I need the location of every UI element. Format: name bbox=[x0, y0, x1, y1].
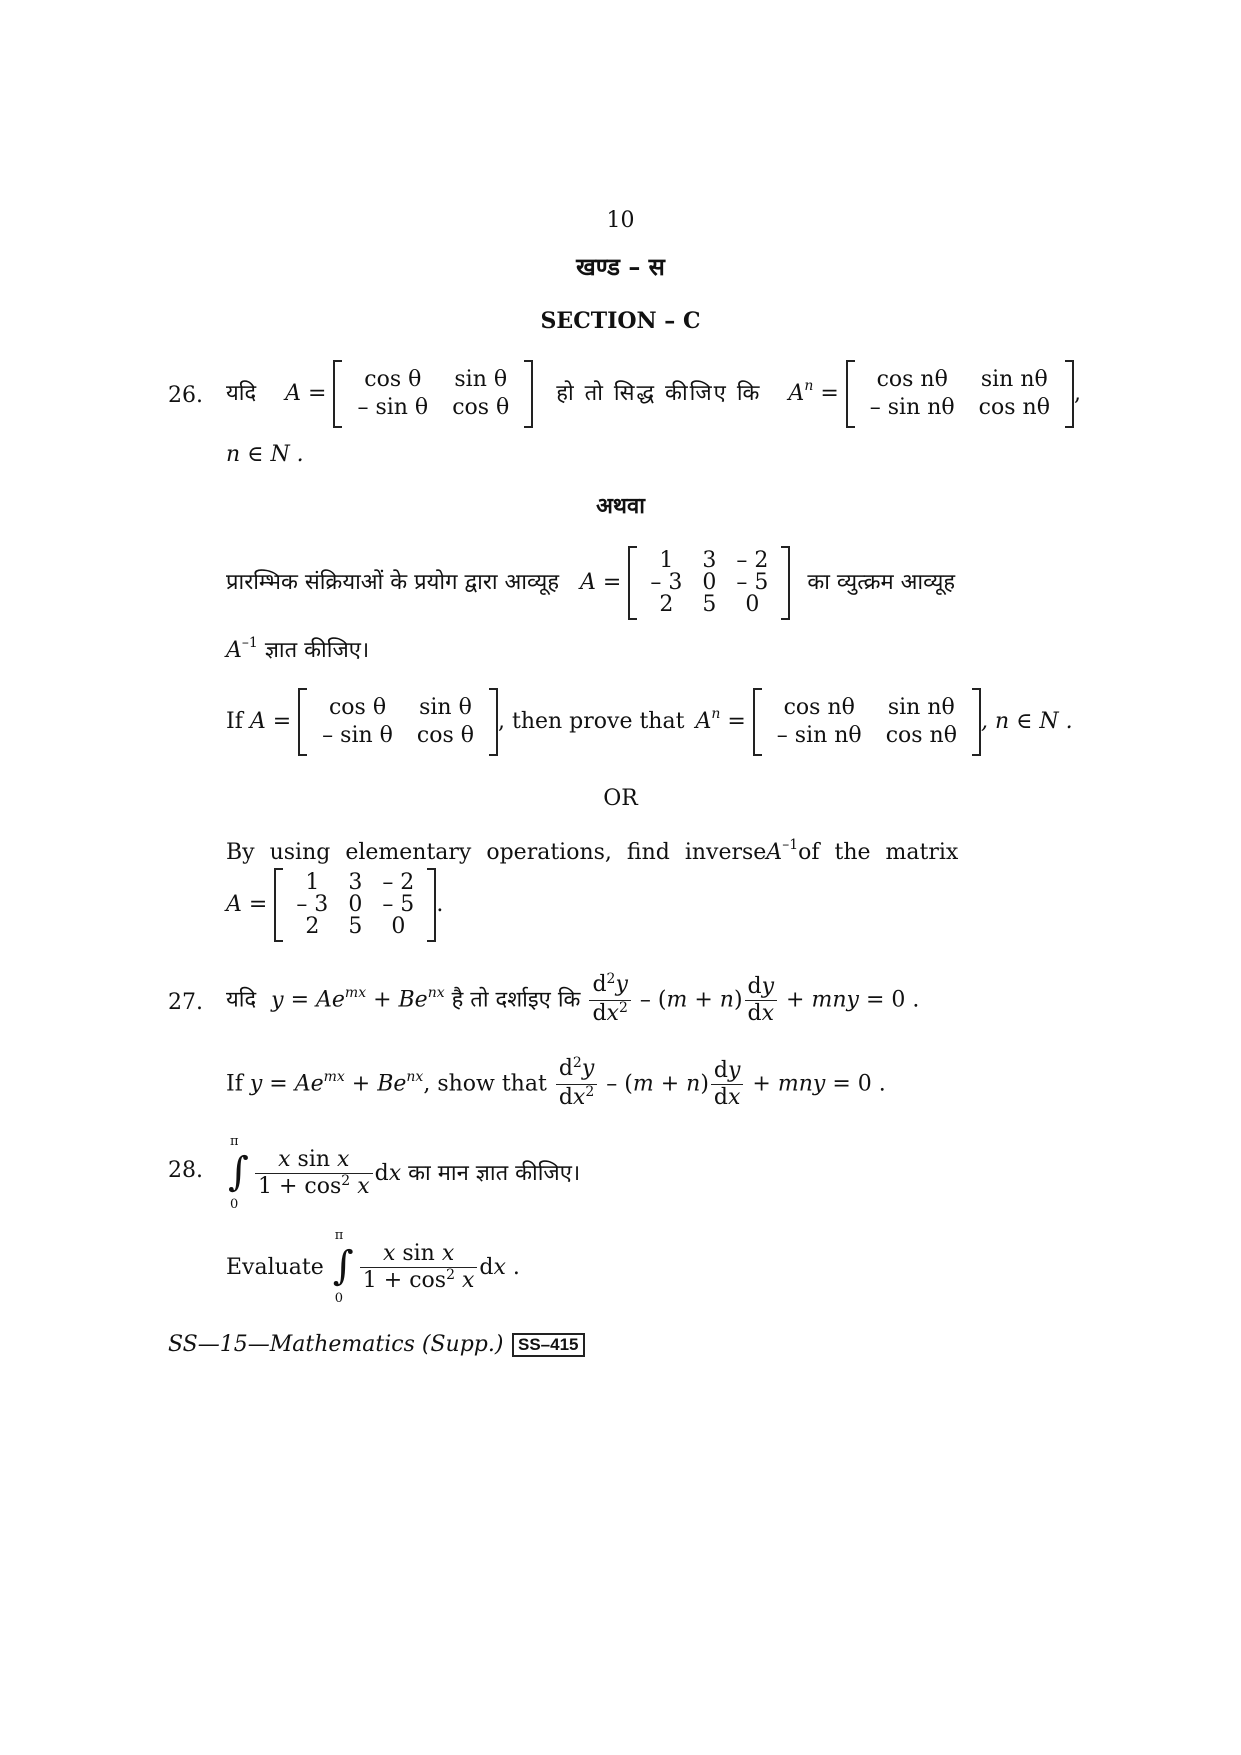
matrix-cell: cos nθ bbox=[885, 723, 957, 748]
matrix-cell: 3 bbox=[348, 870, 363, 895]
matrix-A-english bbox=[298, 688, 498, 756]
q26-hi-if: यदि bbox=[226, 381, 257, 406]
matrix-3x3-english bbox=[274, 868, 436, 942]
matrix-cell: cos nθ bbox=[783, 695, 855, 720]
matrix-cell: sin θ bbox=[454, 367, 508, 392]
matrix-cell: – 5 bbox=[736, 570, 769, 595]
matrix-cell: 2 bbox=[305, 914, 320, 939]
question-number-26: 26. bbox=[168, 383, 203, 408]
matrix-cell: – 3 bbox=[296, 892, 329, 917]
q27-en-mid: , show that bbox=[423, 1071, 547, 1097]
q26-en-tail: , n ∈ N . bbox=[980, 709, 1073, 734]
q26-hindi-statement: यदि A = cos θ sin θ – sin θ cos θ हो तो सिद्ध कीजिए कि $A^n$ = cos nθ sin nθ – sin nθ cos nθ , bbox=[226, 360, 1081, 428]
matrix-cell: cos nθ bbox=[876, 367, 948, 392]
q26-en-mid: , then prove that bbox=[498, 709, 685, 734]
matrix-cell: – 2 bbox=[382, 870, 415, 895]
matrix-cell: cos θ bbox=[452, 395, 510, 420]
integral-sign: π ∫ 0 bbox=[228, 1134, 249, 1212]
q26-hi-tail: n ∈ N . bbox=[226, 442, 304, 467]
q26-english-alternative: By using elementary operations, find inverse $A^{-1}$ of the matrix bbox=[226, 837, 959, 865]
q28-hi-tail: का मान ज्ञात कीजिए। bbox=[408, 1161, 581, 1186]
page-number: 10 bbox=[606, 208, 635, 233]
matrix-cell: cos θ bbox=[416, 723, 474, 748]
matrix-cell: cos θ bbox=[364, 367, 422, 392]
or-hindi: अथवा bbox=[596, 493, 645, 519]
matrix-cell: 1 bbox=[305, 870, 320, 895]
q28-english-statement: Evaluate π ∫ 0 $\frac{\text{x sin x}}{1 + \cos^2 x}$ dx . bbox=[226, 1228, 520, 1306]
q26-english-statement: If A = cos θ sin θ – sin θ cos θ , then prove that $A^n$ = cos nθ sin nθ – sin nθ cos nθ , n ∈ N . bbox=[226, 688, 1073, 756]
matrix-cell: 1 bbox=[659, 548, 674, 573]
matrix-cell: – 5 bbox=[382, 892, 415, 917]
q27-hindi-statement: यदि $y = Ae^{mx} + Be^{nx}$ है तो दर्शाइए कि $\frac{d^2y}{dx^2}$ – (m + n) $\frac{dy}{dx}$ + mny = 0 . bbox=[226, 971, 920, 1026]
q27-hi-if: यदि bbox=[226, 987, 257, 1013]
matrix-cell: 5 bbox=[702, 592, 717, 617]
section-title-hindi: खण्ड – स bbox=[576, 252, 665, 281]
matrix-An-english bbox=[753, 688, 981, 756]
footer-badge: SS–415 bbox=[512, 1333, 585, 1357]
matrix-cell: – 2 bbox=[736, 548, 769, 573]
matrix-cell: – sin θ bbox=[357, 395, 429, 420]
integral-sign: π ∫ 0 bbox=[332, 1228, 354, 1306]
q26-hi-alt-tail: ज्ञात कीजिए। bbox=[264, 638, 370, 663]
q27-english-statement: If $y = Ae^{mx} + Be^{nx}$, show that $\frac{d^2y}{dx^2}$ – (m + n) $\frac{dy}{dx}$ + mny = 0 . bbox=[226, 1055, 886, 1110]
matrix-cell: sin nθ bbox=[980, 367, 1048, 392]
matrix-A bbox=[333, 360, 533, 428]
matrix-cell: 0 bbox=[702, 570, 717, 595]
footer-code: SS—15—Mathematics (Supp.) bbox=[168, 1332, 504, 1357]
section-title-english: SECTION – C bbox=[540, 308, 701, 334]
matrix-3x3 bbox=[628, 546, 790, 620]
q26-english-alt-matrix: A = 1 3 – 2 – 3 0 – 5 2 5 0 . bbox=[226, 868, 443, 942]
q26-hindi-alternative: प्रारम्भिक संक्रियाओं के प्रयोग द्वारा आव्यूह A = 1 3 – 2 – 3 0 – 5 2 5 0 का व्युत्क्रम आव्यूह bbox=[226, 546, 955, 620]
matrix-cell: – sin nθ bbox=[776, 723, 862, 748]
q26-hi-mid: हो तो सिद्ध कीजिए कि bbox=[556, 381, 762, 406]
matrix-cell: sin nθ bbox=[887, 695, 955, 720]
matrix-cell: – 3 bbox=[650, 570, 683, 595]
or-english: OR bbox=[603, 786, 638, 811]
q26-hindi-alt-line2: $A^{-1}$ ज्ञात कीजिए। bbox=[226, 635, 370, 663]
matrix-cell: cos nθ bbox=[978, 395, 1050, 420]
matrix-cell: 0 bbox=[391, 914, 406, 939]
matrix-cell: 0 bbox=[745, 592, 760, 617]
matrix-cell: – sin θ bbox=[322, 723, 393, 748]
matrix-cell: – sin nθ bbox=[869, 395, 955, 420]
matrix-An bbox=[846, 360, 1074, 428]
q27-en-if: If bbox=[226, 1071, 243, 1097]
question-number-28: 28. bbox=[168, 1158, 203, 1183]
q27-hi-mid: है तो दर्शाइए कि bbox=[451, 987, 581, 1013]
matrix-cell: 3 bbox=[702, 548, 717, 573]
matrix-cell: sin θ bbox=[419, 695, 472, 720]
matrix-cell: 2 bbox=[659, 592, 674, 617]
q26-en-alt-text: By using elementary operations, find inverse bbox=[226, 840, 767, 865]
q26-en-if: If bbox=[226, 709, 243, 734]
matrix-cell: cos θ bbox=[328, 695, 387, 720]
q26-hi-alt-lead: प्रारम्भिक संक्रियाओं के प्रयोग द्वारा आव्यूह bbox=[226, 570, 560, 595]
matrix-cell: 0 bbox=[348, 892, 363, 917]
question-number-27: 27. bbox=[168, 990, 203, 1015]
q28-hindi-statement: π ∫ 0 $\frac{\text{x sin x}}{1 + \cos^2 x}$ dx का मान ज्ञात कीजिए। bbox=[228, 1134, 581, 1212]
q28-en-lead: Evaluate bbox=[226, 1255, 324, 1280]
q26-hi-alt-mid: का व्युत्क्रम आव्यूह bbox=[807, 570, 956, 595]
q26-en-alt-tail: of the matrix bbox=[798, 840, 959, 865]
matrix-cell: 5 bbox=[348, 914, 363, 939]
